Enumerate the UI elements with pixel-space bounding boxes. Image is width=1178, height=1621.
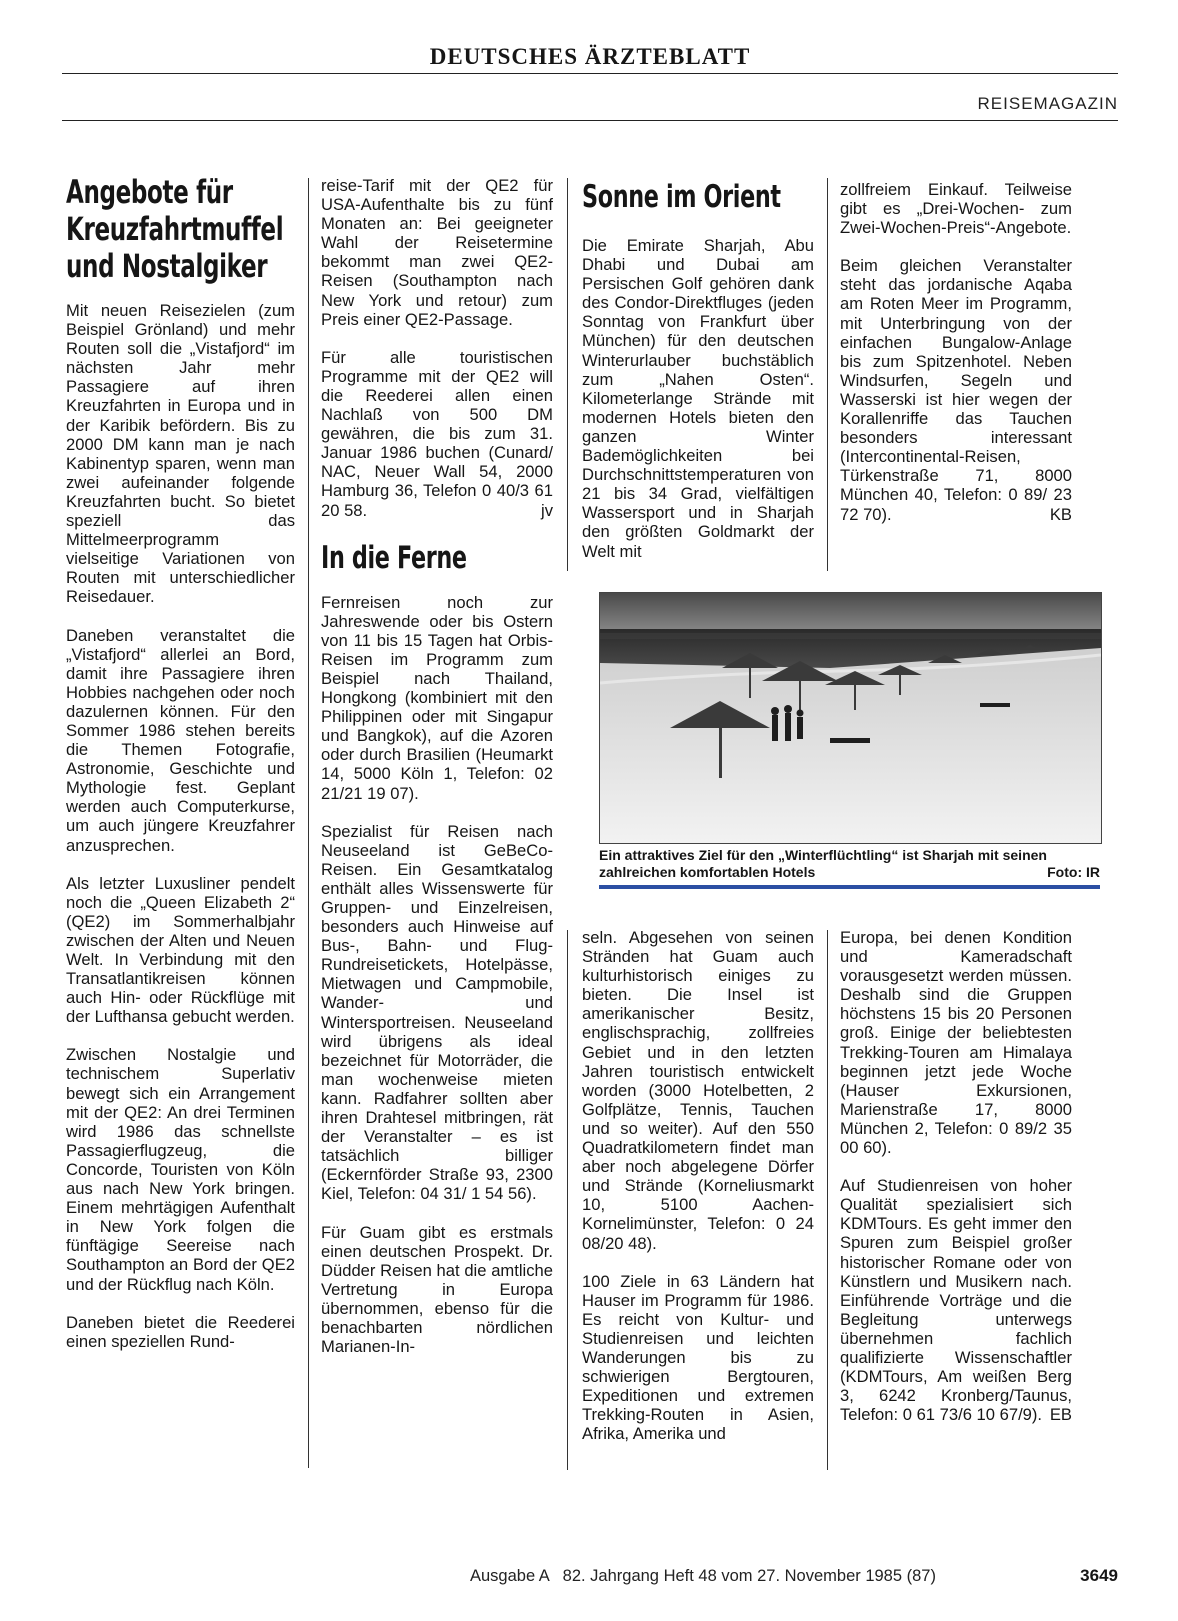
paragraph: Die Emirate Sharjah, Abu Dhabi und Dubai am Persischen Golf gehören dank des Condor-Direktfluges (jeden Sonntag von Frankfurt über München) für den deutschen Winterurlauber buchstäblich zum „Nahen Osten“. Kilometerlange Strände mit modernen Hotels bieten den ganzen Winter Bademöglichkeiten bei Durchschnittstemperaturen von 21 bis 34 Grad, vielfältigen Wassersport und in Sharjah den größten Goldmarkt der Welt mit <box>582 236 814 561</box>
paragraph: zollfreiem Einkauf. Teilweise gibt es „Drei-Wochen- zum Zwei-Wochen-Preis“-Angebote. <box>840 180 1072 238</box>
header-rule-bottom <box>62 120 1118 121</box>
column-divider <box>827 930 828 1470</box>
column-4-upper <box>840 180 1072 524</box>
paragraph: reise-Tarif mit der QE2 für USA-Aufenthalte bis zu fünf Monaten an: Bei geeigneter Wahl der Reisetermine bekommt man zwei QE2-Reisen (Southampton nach New York und retour) zum Preis einer QE2-Passage. <box>321 176 553 329</box>
headline-kreuzfahrt: Angebote für Kreuzfahrtmuffel und Nostalgiker <box>66 173 284 285</box>
paragraph: Als letzter Luxusliner pendelt noch die „Queen Elizabeth 2“ (QE2) im Sommerhalbjahr zwischen der Alten und Neuen Welt. In Verbindung mit den Transatlantikreisen können auch Hin- oder Rückflüge mit der Lufthansa gebucht werden. <box>66 873 295 1027</box>
column-4-lower <box>840 928 1072 1424</box>
footer-edition: Ausgabe A 82. Jahrgang Heft 48 vom 27. November 1985 (87) <box>470 1567 936 1585</box>
caption-rule <box>599 885 1100 889</box>
paragraph: Für Guam gibt es erstmals einen deutschen Prospekt. Dr. Düdder Reisen hat die amtliche Vertretung in Europa übernommen, ebenso für die benachbarten nördlichen Marianen-In- <box>321 1222 553 1357</box>
author-signature: KB <box>1049 504 1072 524</box>
paragraph: Fernreisen noch zur Jahreswende oder bis Ostern von 11 bis 15 Tagen hat Orbis-Reisen im Programm zum Beispiel nach Thailand, Hongkong (kombiniert mit den Philippinen oder mit Singapur und Bangkok), auf die Azoren oder durch Brasilien (Heumarkt 14, 5000 Köln 1, Telefon: 02 21/21 19 07). <box>321 592 553 803</box>
beach-photo-image <box>600 593 1101 843</box>
paragraph: seln. Abgesehen von seinen Stränden hat Guam auch kulturhistorisch einiges zu bieten. Die Insel ist amerikanischer Besitz, englischsprachig, zollfreies Gebiet und in den letzten Jahren touristisch entwickelt worden (3000 Hotelbetten, 2 Golfplätze, Tennis, Tauchen und so weiter). Auf den 550 Quadratkilometern findet man aber noch abgelegene Dörfer und Strände (Korneliusmarkt 10, 5100 Aachen-Kornelimünster, Telefon: 0 24 08/20 48). <box>582 928 814 1253</box>
beach-photo <box>599 592 1102 844</box>
caption-text: Ein attraktives Ziel für den „Winterflüchtling“ ist Sharjah mit seinen zahlreichen komfortablen Hotels <box>599 847 1047 880</box>
photo-credit: Foto: IR <box>1047 864 1100 880</box>
section-label: REISEMAGAZIN <box>977 94 1118 113</box>
column-divider <box>567 178 568 571</box>
paragraph: Daneben veranstaltet die „Vistafjord“ allerlei an Bord, damit ihre Passagiere ihren Hobbies nachgehen oder noch dazulernen können. Für den Sommer 1986 stehen bereits die Themen Fotografie, Astronomie, Geschichte und Mythologie fest. Geplant werden auch Computerkurse, um auch jüngere Kreuzfahrer anzusprechen. <box>66 625 295 855</box>
column-divider <box>308 178 309 1468</box>
paragraph-text: Auf Studienreisen von hoher Qualität spezialisiert sich KDMTours. Es geht immer den Spuren zum Beispiel großer historischer Romane oder von Künstlern und Musikern nach. Einführende Vorträge und die Begleitung unterwegs übernehmen fachlich qualifizierte Wissenschaftler (KDMTours, Am weißen Berg 3, 6242 Kronberg/Taunus, Telefon: 0 61 73/6 10 67/9). <box>840 1176 1072 1425</box>
paragraph: 100 Ziele in 63 Ländern hat Hauser im Programm für 1986. Es reicht von Kultur- und Studienreisen und leichten Wanderungen bis zu schwierigen Bergtouren, Expeditionen und extremen Trekking-Routen in Asien, Afrika, Amerika und <box>582 1271 814 1444</box>
column-1 <box>66 174 295 1351</box>
headline-ferne: In die Ferne <box>321 539 467 576</box>
photo-caption <box>599 847 1100 881</box>
masthead: DEUTSCHES ÄRZTEBLATT <box>429 44 751 69</box>
column-divider <box>567 930 568 1470</box>
column-2 <box>321 176 553 1356</box>
paragraph <box>321 348 553 520</box>
column-3-upper <box>582 178 814 561</box>
paragraph: Spezialist für Reisen nach Neuseeland ist GeBeCo-Reisen. Ein Gesamtkatalog enthält alles Wissenswerte für Gruppen- und Einzelreisen, besonders auch Hinweise auf Bus-, Bahn- und Flug-Rundreisetickets, Hotelpässe, Mietwagen und Campmobile, Wander- und Wintersportreisen. Neuseeland wird übrigens als ideal bezeichnet für Motorräder, die man wochenweise mieten kann. Radfahrer sollten aber ihren Drahtesel mitbringen, rät der Veranstalter – es ist tatsächlich billiger (Eckernförder Straße 93, 2300 Kiel, Telefon: 04 31/ 1 54 56). <box>321 821 553 1204</box>
headline-orient: Sonne im Orient <box>582 179 781 215</box>
page-number: 3649 <box>1080 1566 1118 1585</box>
paragraph <box>840 1176 1072 1424</box>
column-divider <box>827 178 828 571</box>
column-3-lower <box>582 928 814 1443</box>
author-signature: EB <box>1049 1405 1072 1425</box>
paragraph: Europa, bei denen Kondition und Kameradschaft vorausgesetzt werden müssen. Deshalb sind die Gruppen höchstens 15 bis 20 Personen groß. Einige der beliebtesten Trekking-Touren am Himalaya beginnen jetzt jede Woche (Hauser Exkursionen, Marienstraße 17, 8000 München 2, Telefon: 0 89/2 35 00 60). <box>840 928 1072 1158</box>
paragraph: Daneben bietet die Reederei einen speziellen Rund- <box>66 1312 295 1351</box>
paragraph: Zwischen Nostalgie und technischem Superlativ bewegt sich ein Arrangement mit der QE2: An drei Terminen wird 1986 das schnellste Passagierflugzeug, die Concorde, Touristen von Köln aus nach New York bringen. Einem mehrtägigen Aufenthalt in New York folgen die fünftägige Seereise nach Southampton an Bord der QE2 und der Rückflug nach Köln. <box>66 1045 295 1294</box>
author-signature: jv <box>541 500 553 520</box>
paragraph-text: Für alle touristischen Programme mit der QE2 will die Reederei allen einen Nachlaß von 500 DM gewähren, die bis zum 31. Januar 1986 buchen (Cunard/ NAC, Neuer Wall 54, 2000 Hamburg 36, Telefon 0 40/3 61 20 58. <box>321 347 553 520</box>
paragraph <box>840 256 1072 523</box>
header-rule-top <box>62 73 1118 74</box>
paragraph-text: Beim gleichen Veranstalter steht das jordanische Aqaba am Roten Meer im Programm, mit Unterbringung von der einfachen Bungalow-Anlage bis zum Spitzenhotel. Neben Windsurfen, Segeln und Wasserski ist hier wegen der Korallenriffe das Tauchen besonders interessant (Intercontinental-Reisen, Türkenstraße 71, 8000 München 40, Telefon: 0 89/ 23 72 70). <box>840 256 1072 524</box>
paragraph: Mit neuen Reisezielen (zum Beispiel Grönland) und mehr Routen soll die „Vistafjord“ im nächsten Jahr mehr Passagiere auf ihren Kreuzfahrten in Europa und in der Karibik befördern. Bis zu 2000 DM kann man je nach Kabinentyp sparen, wenn man zwei aufeinander folgende Kreuzfahrten bucht. So bietet speziell das Mittelmeerprogramm vielseitige Variationen von Routen mit unterschiedlicher Reisedauer. <box>66 301 295 607</box>
